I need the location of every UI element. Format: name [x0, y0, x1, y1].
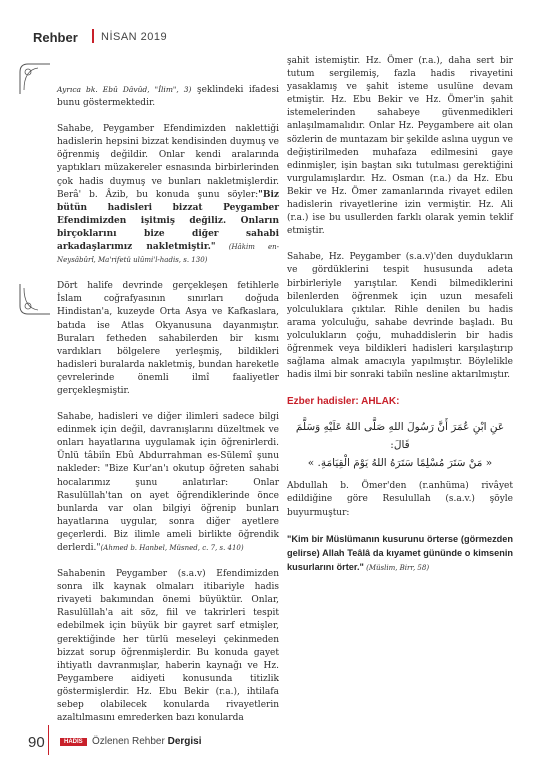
arabic-line-1: عَنِ ابْنِ عُمَرَ أَنَّ رَسُولَ اللهِ صَلَّى اللهُ عَلَيْهِ وَسَلَّمَ قَالَ:: [295, 421, 505, 452]
learning-reference: (Ahmed b. Hanbel, Müsned, c. 7, s. 410): [100, 544, 244, 552]
bera-reference: (Hâkim en- Neysâbûrî, Ma'rifetü ulûmi'l-hadis, s. 130): [57, 243, 279, 265]
paragraph-rihle: Sahabe, Hz. Peygamber (s.a.v)'den duydukların ve gördüklerini tespit hususunda adeta birbirleriyle yarıştılar. Kendi bilmediklerini bilenlerden öğrenmek için uzun mesafeli yolculuklara çıktılar. Rihle denilen bu hadis arama yolculuğu, sahabe devrinde başladı. Bu yolculukların çoğu, muhaddislerin bir hadis öğrenmek veya bildikleri hadisleri karşılaştırıp sağlama almak amacıyla yapılmıştır. Böylelikle hadis ilmi bir sonraki tabiîn nesline aktarılmıştır.: [287, 252, 513, 381]
paragraph-conquests: Dört halife devrinde gerçekleşen fetihlerle İslam coğrafyasının sınırları doğuda Hindistan'a, kuzeyde Orta Asya ve Kafkaslara, batıda ise Atlas Okyanusuna dayanmıştır. Buraları fetheden sahabilerden bir kısmı vardıkları bölgelere yerleşmiş, bildikleri hadisleri buralarda nakletmiş, bundan hareketle çevrelerinde önemli ilmî faaliyetler gerçekleşmiştir.: [57, 281, 279, 396]
paragraph-bera-text: Sahabe, Peygamber Efendimizden naklettiği hadislerin hepsini bizzat kendisinden duymuş ve öğrenmiş değildir. Onlar kendi aralarında yaptıkları müzakereler esnasında birbirlerinden çok hadis duymuş ve bunları nakletmişlerdir. Berâ' b. Âzib, bu konuda şunu söyler:: [57, 124, 279, 200]
paragraph-witness: şahit istemiştir. Hz. Ömer (r.a.), daha sert bir tutum sergilemiş, fazla hadis rivayetini yasaklamış ve şahit isteme usulüne devam etmiştir. Hz. Ebu Bekir ve Hz. Ömer'in şahit istemelerinden sahabeye güvenmedikleri anlaşılmamalıdır. Onlar Hz. Peygambere ait olan sözlerin de muntazam bir şekilde aslına uygun ve değiştirilmeden muhafaza edilmesini gaye edinmişler, işin baştan sıkı tutulması gerektiğini vurgulamışlardır. Hz. Osman (r.a.) da Hz. Ebu Bekir ve Hz. Ömer zamanlarında rivayet edilen hadislerin rivayetlerine izin vermiştir. Hz. Ali (r.a.) ise bu usullerden farklı olarak yemin teklif etmiştir.: [287, 56, 513, 237]
paragraph-learning-text: Sahabe, hadisleri ve diğer ilimleri sadece bilgi edinmek için değil, davranışlarını düzeltmek ve onları hayatlarına uygulamak için öğrenirlerdi. Ünlü tâbiîn Ebû Abdurrahman es-Sülemî şunu nakleder: "Bize Kur'an'ı okutup öğreten sahabi hocalarımız şunu anlatırlar: Onlar Rasulüllah'tan on ayet öğrendiklerinde önce bunlarda var olan bilgiyi öğrenip bunları hayatlarına uygular, sonra diğer ayetlere geçerlerdi. Biz ilimle ameli birlikte öğrendik derlerdi.": [57, 412, 279, 553]
footer-title-bold: Dergisi: [167, 736, 202, 747]
paragraph-learning: [57, 411, 279, 555]
header-date: NİSAN 2019: [101, 31, 168, 43]
footer-title-plain: Özlenen Rehber: [92, 736, 168, 747]
intro-text: şeklindeki ifadesi bunu göstermektedir.: [57, 85, 279, 109]
hadith-quote-text: "Kim bir Müslümanın kusurunu örterse (görmezden gelirse) Allah Teâlâ da kıyamet gününde o kimsenin kusurlarını örter.": [287, 533, 513, 572]
intro-paragraph: [57, 83, 279, 110]
paragraph-bera: [57, 123, 279, 267]
corner-ornament-top-icon: [18, 62, 52, 96]
hadith-reference: (Müslim, Birr, 58): [363, 563, 430, 572]
paragraph-narration: Sahabenin Peygamber (s.a.v) Efendimizden sonra ilk kaynak olmaları itibariyle hadis rivayeti bakımından önemi büyüktür. Onlar, Rasulüllah'a ait söz, fiil ve takrirleri tespit edebilmek için büyük bir gayret sarf etmişler, gerektiğinde her türlü meseleyi çekinmeden bizzat sorup öğrenmişlerdir. Bu konuda gayet ihtiyatlı davranmışlar, haberin kaynağı ve Hz. Peygambere aidiyeti konusunda titizlik göstermişlerdir. Hz. Ebu Bekir (r.a.), ihtilafa sebep olabilecek konularda rivayetlerin azaltılmasını emrederken bazı konularda: [57, 569, 279, 724]
arabic-hadith: [287, 418, 513, 472]
header-brand: Rehber: [33, 30, 78, 45]
footer-magazine-title: [92, 736, 202, 747]
corner-ornament-bottom-icon: [18, 282, 52, 316]
page-number: 90: [28, 734, 45, 751]
intro-reference: Ayrıca bk. Ebû Dâvûd, "İlim", 3): [57, 85, 192, 94]
footer-badge: HADİS: [60, 738, 87, 746]
header-separator: [92, 29, 94, 43]
left-column: [57, 83, 279, 738]
footer-separator: [48, 725, 49, 755]
right-column: [287, 55, 513, 588]
hadith-translation-intro: Abdullah b. Ömer'den (r.anhüma) rivâyet edildiğine göre Resulullah (s.a.v.) şöyle buyurmuştur:: [287, 481, 513, 518]
bera-quote: "Biz bütün hadisleri bizzat Peygamber Efendimizden işitmiş değiliz. Onların birçoklarını bize diğer sahabi arkadaşlarımız nakletmiştir.": [57, 189, 279, 253]
hadith-quote: [287, 533, 513, 575]
arabic-line-2: « مَنْ سَتَرَ مُسْلِمًا سَتَرَهُ اللهُ يَوْمَ الْقِيَامَةِ. »: [307, 457, 493, 470]
section-title: Ezber hadisler: AHLAK:: [287, 396, 400, 408]
